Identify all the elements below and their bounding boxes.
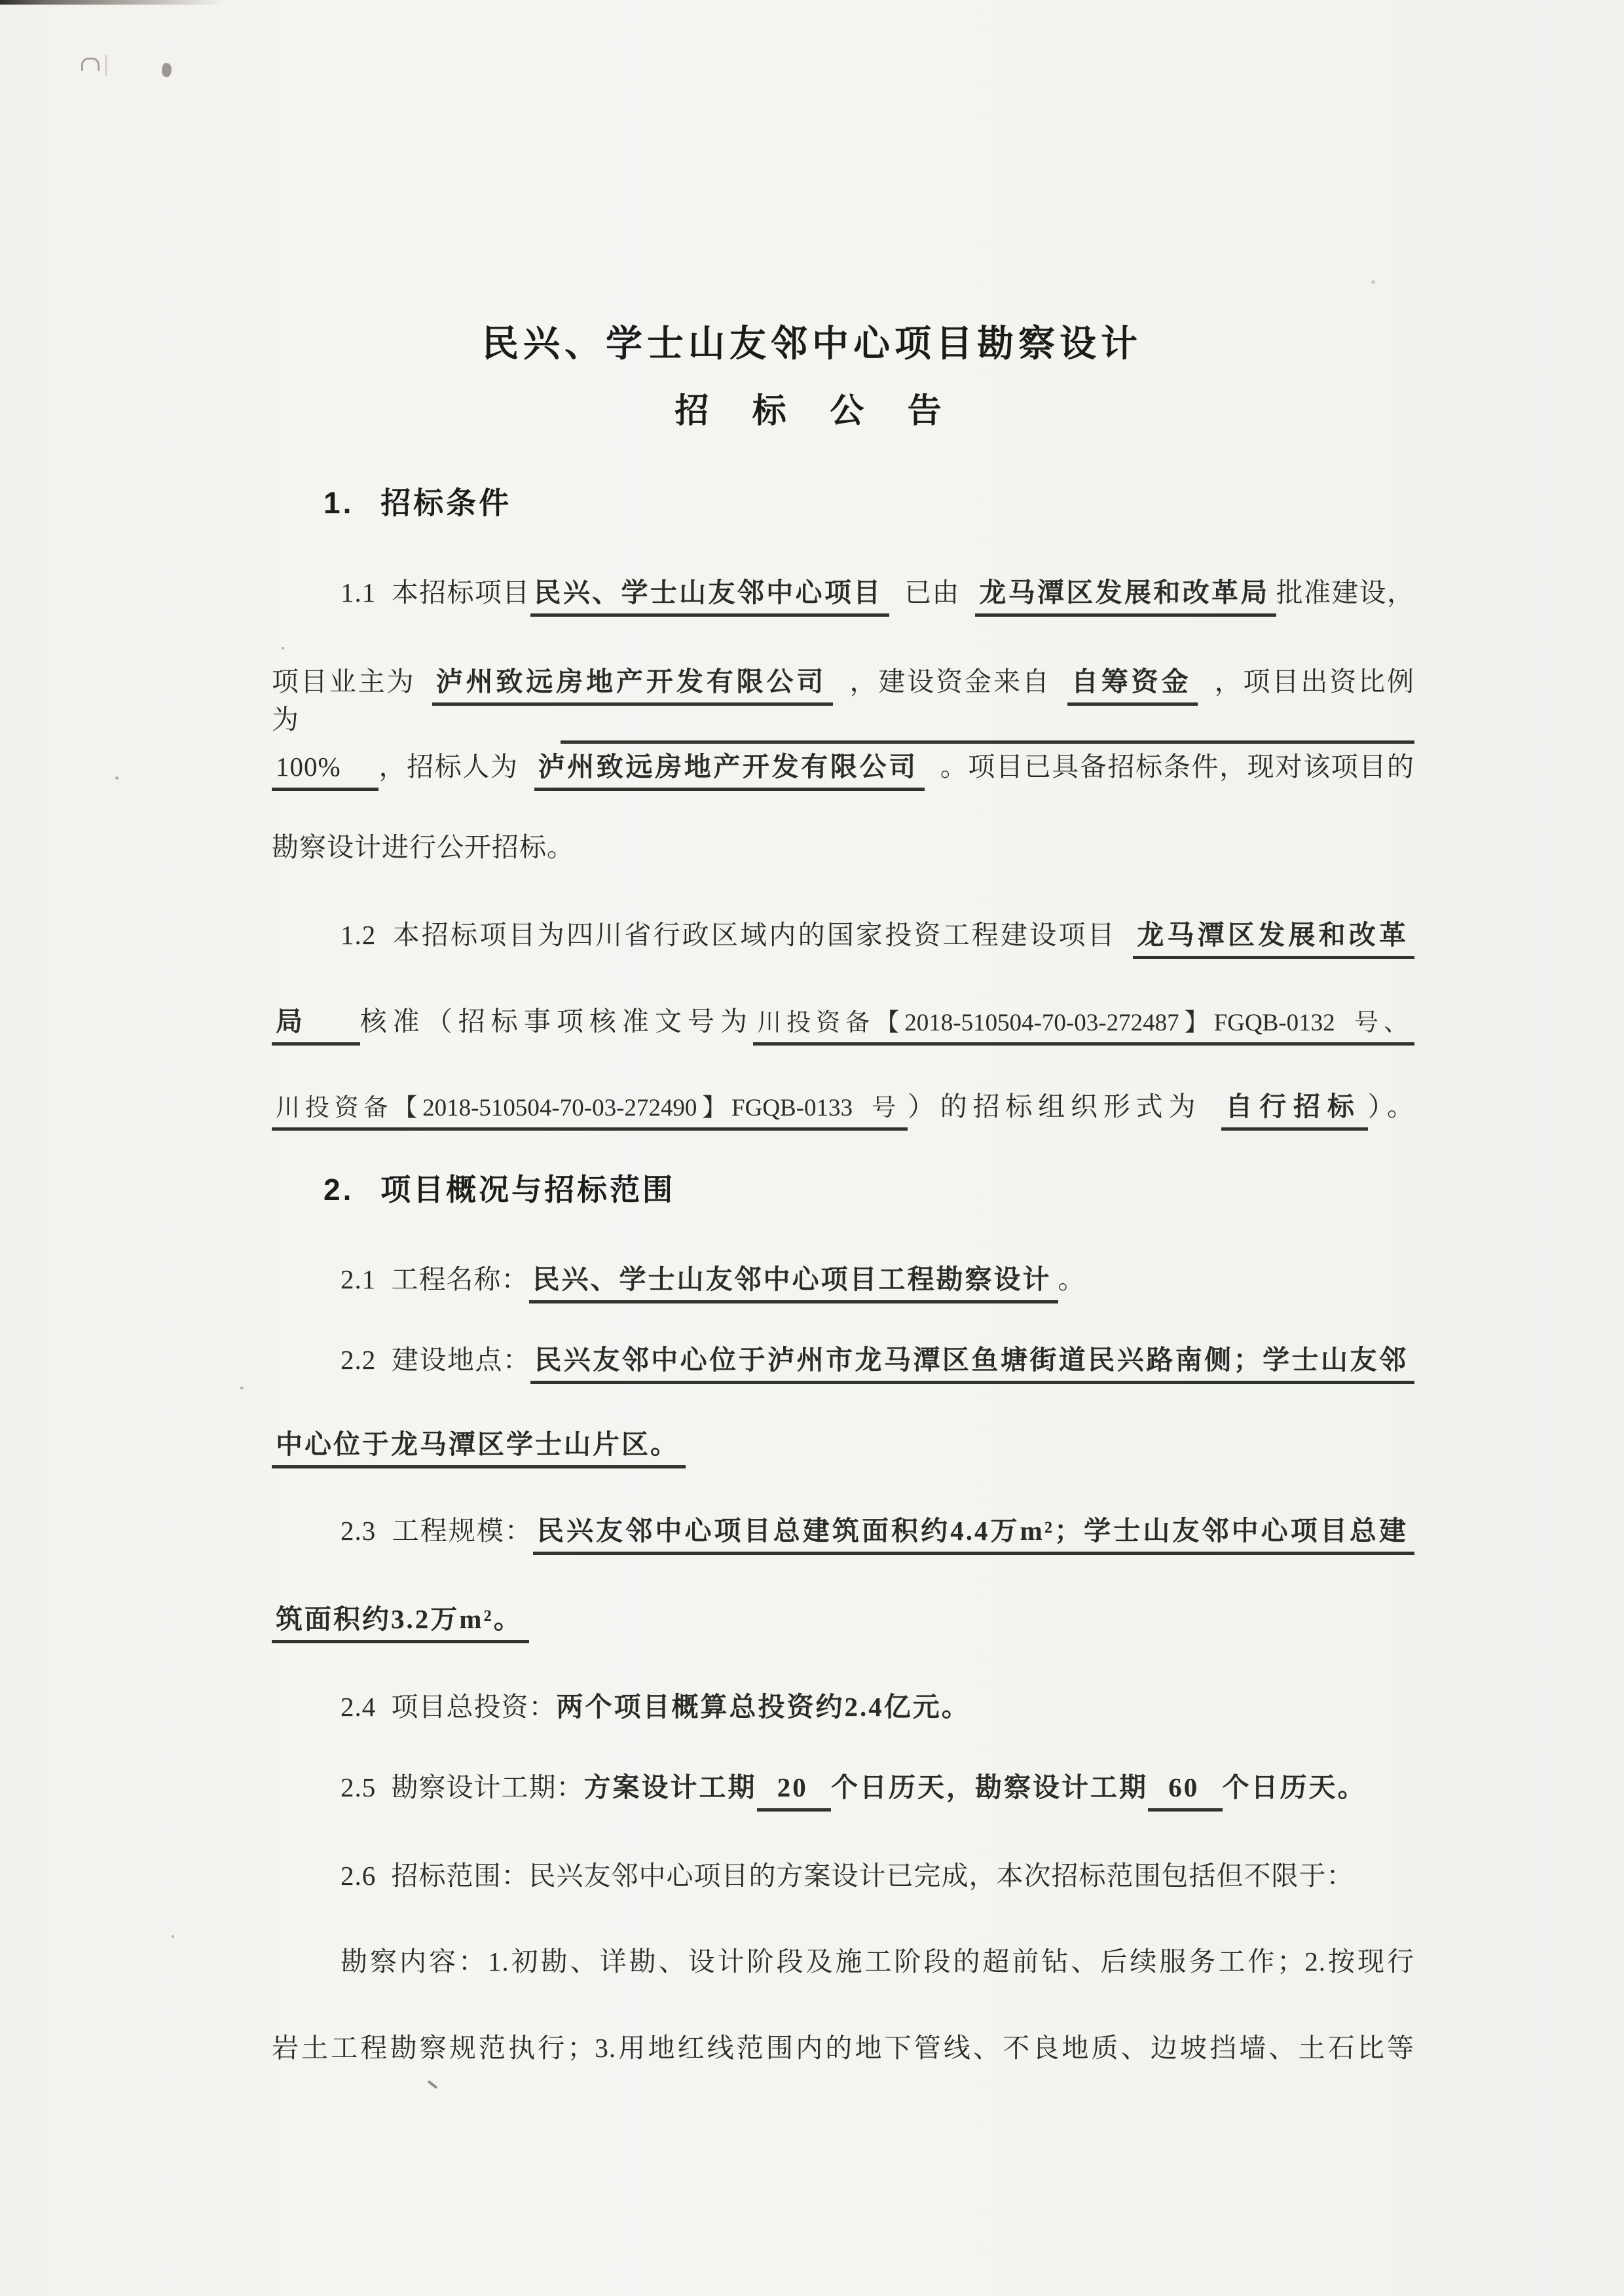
fill-in-scale: 民兴友邻中心项目总建筑面积约4.4万m²；学士山友邻中心项目总建	[533, 1516, 1414, 1555]
fill-in-investment: 两个项目概算总投资约2.4亿元。	[556, 1692, 970, 1722]
text-run: 核准（招标事项核准文号为	[360, 1006, 754, 1036]
fill-in-project-name: 民兴、学士山友邻中心项目	[530, 577, 889, 617]
text-run: 1.2 本招标项目为四川省行政区域内的国家投资工程建设项目	[341, 920, 1134, 950]
fill-in-approval-number: 川投资备【2018-510504-70-03-272490】FGQB-0133 号	[272, 1095, 908, 1131]
scan-speck	[115, 776, 119, 780]
schedule-text: 方案设计工期	[583, 1772, 757, 1802]
fill-in-approver-cont: 局	[272, 1006, 360, 1046]
section-2-heading	[323, 1169, 1466, 1211]
document-title-text: 民兴、学士山友邻中心项目勘察设计	[482, 323, 1142, 364]
fill-in-approver: 龙马潭区发展和改革局	[975, 577, 1276, 617]
text-run: 勘察内容：1.初勘、详勘、设计阶段及施工阶段的超前钻、后续服务工作；2.按现行	[341, 1946, 1414, 1977]
document-title	[0, 320, 1624, 367]
scan-speck	[240, 1387, 244, 1389]
survey-content-line-2	[272, 2029, 1414, 2067]
text-run: 。项目已具备招标条件，现对该项目的	[924, 752, 1414, 782]
text-run: 2.3 工程规模：	[341, 1516, 534, 1546]
scan-speck	[282, 647, 284, 649]
paragraph-2-4	[272, 1688, 1414, 1726]
paragraph-1-2-line-2	[272, 1002, 1414, 1040]
paragraph-1-1-line-2	[272, 663, 1415, 735]
text-run: 2.2 建设地点：	[341, 1345, 531, 1375]
text-run: ）的招标组织形式为	[907, 1091, 1222, 1121]
text-run: ）。	[1367, 1091, 1414, 1121]
document-subtitle-text: 招 标 公 告	[674, 392, 950, 430]
fill-in-location: 民兴友邻中心位于泸州市龙马潭区鱼塘街道民兴路南侧；学士山友邻	[530, 1345, 1414, 1384]
fill-in-blank	[561, 704, 1415, 744]
text-run: ，建设资金来自	[833, 666, 1067, 697]
scan-speck	[1371, 280, 1375, 284]
scan-mark-artifact	[162, 63, 172, 77]
paragraph-2-3-line-1	[272, 1512, 1414, 1550]
section-1-heading	[323, 482, 1466, 524]
fill-in-design-days: 20	[757, 1772, 832, 1812]
scan-mark-artifact	[81, 58, 100, 71]
text-run: ，招标人为	[378, 752, 534, 782]
paragraph-1-1-line-4	[272, 828, 1414, 866]
paragraph-1-1-line-1	[272, 574, 1414, 611]
text-run: ，项目出资比例为	[272, 666, 1415, 735]
text-run: 民兴友邻中心项目的方案设计已完成，本次招标范围包括但不限于：	[528, 1861, 1354, 1891]
text-run: 1.1 本招标项目	[341, 577, 530, 608]
paragraph-2-3-line-2	[272, 1600, 1414, 1638]
fill-in-scale-cont: 筑面积约3.2万m²。	[272, 1604, 529, 1643]
fill-in-location-cont: 中心位于龙马潭区学士山片区。	[272, 1429, 686, 1468]
paragraph-2-6	[272, 1857, 1414, 1895]
heading-text: 1. 招标条件	[323, 486, 512, 520]
text-run: 2.1 工程名称：	[341, 1264, 529, 1294]
paragraph-1-2-line-3	[272, 1087, 1414, 1125]
paragraph-1-2-line-1	[272, 916, 1414, 954]
schedule-text: 个日历天。	[1222, 1772, 1367, 1802]
fill-in-approver: 龙马潭区发展和改革	[1133, 920, 1414, 959]
fill-in-tenderer: 泸州致远房地产开发有限公司	[534, 752, 925, 791]
schedule-text: 个日历天，勘察设计工期	[831, 1772, 1148, 1802]
text-run: 已由	[889, 577, 976, 608]
scan-mark-artifact	[105, 55, 107, 76]
text-run: 2.6 招标范围：	[341, 1861, 529, 1891]
document-subtitle	[0, 388, 1624, 435]
fill-in-project-title: 民兴、学士山友邻中心项目工程勘察设计	[529, 1264, 1058, 1303]
paragraph-2-5	[272, 1768, 1414, 1806]
paragraph-2-2-line-1	[272, 1341, 1414, 1379]
text-run: 岩土工程勘察规范执行；3.用地红线范围内的地下管线、不良地质、边坡挡墙、土石比等	[272, 2033, 1414, 2063]
text-run: 。	[1058, 1264, 1086, 1294]
scan-speck	[172, 1935, 174, 1938]
fill-in-owner: 泸州致远房地产开发有限公司	[432, 666, 834, 706]
text-run: 2.5 勘察设计工期：	[341, 1772, 584, 1802]
scan-mark-artifact	[428, 2080, 438, 2089]
scan-edge-artifact	[0, 0, 314, 5]
heading-text: 2. 项目概况与招标范围	[323, 1173, 676, 1207]
paragraph-2-1	[272, 1260, 1414, 1298]
fill-in-funds-source: 自筹资金	[1067, 666, 1198, 706]
fill-in-organization-form: 自行招标	[1221, 1091, 1367, 1131]
paragraph-1-1-line-3	[272, 748, 1414, 786]
text-run: 2.4 项目总投资：	[341, 1692, 557, 1722]
fill-in-survey-days: 60	[1148, 1772, 1223, 1812]
text-run: 勘察设计进行公开招标。	[272, 832, 574, 862]
text-run: 批准建设，	[1276, 577, 1415, 608]
fill-in-approval-number: 川投资备【2018-510504-70-03-272487】FGQB-0132 号、	[753, 1010, 1414, 1046]
survey-content-line-1	[272, 1942, 1414, 1980]
text-run: 项目业主为	[272, 666, 432, 697]
fill-in-ratio: 100%	[272, 752, 378, 791]
paragraph-2-2-line-2	[272, 1425, 1414, 1463]
